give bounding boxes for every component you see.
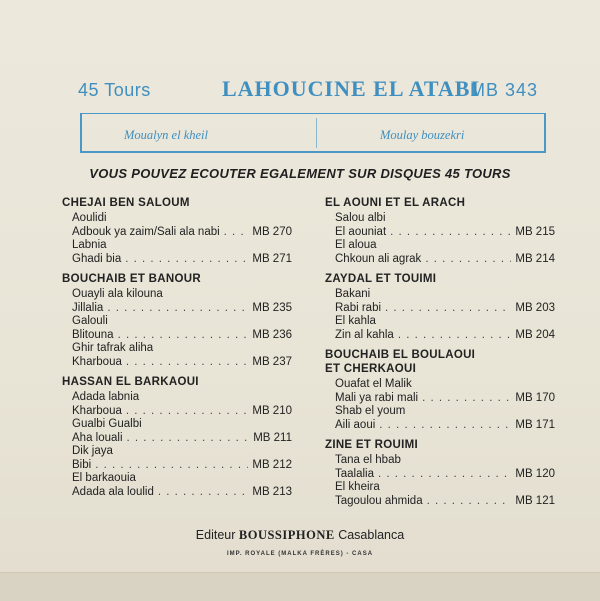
publisher-prefix: Editeur	[195, 528, 236, 542]
track-row	[62, 253, 292, 267]
track-catalog: MB 210	[252, 404, 292, 417]
track-row	[62, 329, 292, 343]
group-title: EL AOUNI ET EL ARACH	[325, 197, 466, 209]
publisher-city: Casablanca	[338, 528, 405, 542]
leader-dots	[378, 468, 511, 482]
track-row	[62, 239, 292, 253]
artist-group	[325, 272, 555, 342]
header	[0, 74, 600, 108]
track-title: Kharboua	[72, 355, 122, 368]
leader-dots	[427, 495, 512, 509]
track-catalog: MB 203	[515, 301, 555, 314]
track-title: Bakani	[335, 288, 371, 300]
track-row	[325, 239, 555, 253]
track-catalog: MB 120	[515, 467, 555, 480]
track-title: Aili aoui	[335, 418, 376, 431]
left-column	[62, 196, 292, 505]
track-title: El barkaouia	[72, 472, 136, 484]
leader-dots	[379, 419, 511, 433]
track-title: Galouli	[72, 315, 108, 327]
side-a-title: Moualyn el kheil	[124, 128, 208, 142]
leader-dots	[224, 226, 249, 240]
group-title: BOUCHAIB EL BOULAOUI ET CHERKAOUI	[325, 349, 476, 375]
banner-text: VOUS POUVEZ ECOUTER EGALEMENT SUR DISQUES 45 TOURS	[89, 166, 511, 181]
track-catalog: MB 236	[252, 328, 292, 341]
group-title: CHEJAI BEN SALOUM	[62, 197, 190, 209]
track-row	[325, 495, 555, 509]
track-row	[325, 253, 555, 267]
track-title: Ghadi bia	[72, 252, 122, 265]
track-row	[62, 356, 292, 370]
publisher-name: BOUSSIPHONE	[238, 528, 335, 542]
group-title: ZAYDAL ET TOUIMI	[325, 273, 437, 285]
track-row	[62, 486, 292, 500]
track-row	[62, 445, 292, 459]
track-title: Adbouk ya zaim/Sali ala nabi	[72, 225, 220, 238]
track-row	[62, 212, 292, 226]
track-row	[62, 315, 292, 329]
track-title: El kahla	[335, 315, 376, 327]
track-row	[325, 329, 555, 343]
track-row	[325, 405, 555, 419]
track-title: Rabi rabi	[335, 301, 382, 314]
track-catalog: MB 211	[253, 431, 292, 444]
track-row	[325, 454, 555, 468]
track-catalog: MB 215	[515, 225, 555, 238]
track-row	[62, 226, 292, 240]
track-catalog: MB 237	[252, 355, 292, 368]
catalog-number: MB 343	[470, 80, 539, 100]
track-title: Tana el hbab	[335, 454, 401, 466]
side-b-title: Moulay bouzekri	[380, 128, 465, 142]
track-catalog: MB 212	[252, 458, 292, 471]
track-title: Ghir tafrak aliha	[72, 342, 154, 354]
track-title: Adada ala loulid	[72, 485, 154, 498]
artist-name: LAHOUCINE EL ATABI	[222, 76, 481, 101]
leader-dots	[398, 329, 512, 343]
track-row	[62, 391, 292, 405]
format-label: 45 Tours	[78, 80, 151, 100]
track-catalog: MB 271	[252, 252, 292, 265]
track-catalog: MB 121	[515, 494, 555, 507]
sleeve-bottom-edge	[0, 572, 600, 601]
track-title: Labnia	[72, 239, 107, 251]
track-catalog: MB 214	[515, 252, 555, 265]
track-row	[62, 432, 292, 446]
track-row	[325, 288, 555, 302]
group-title: BOUCHAIB ET BANOUR	[62, 273, 201, 285]
track-row	[62, 302, 292, 316]
track-title: Ouafat el Malik	[335, 378, 412, 390]
track-title: Jillalia	[72, 301, 104, 314]
leader-dots	[425, 253, 511, 267]
artist-group	[325, 196, 555, 266]
track-catalog: MB 270	[252, 225, 292, 238]
track-row	[62, 342, 292, 356]
sides-divider	[316, 118, 317, 148]
track-title: Kharboua	[72, 404, 122, 417]
track-row	[325, 315, 555, 329]
track-row	[62, 288, 292, 302]
track-row	[325, 378, 555, 392]
track-title: El aouniat	[335, 225, 387, 238]
track-title: Mali ya rabi mali	[335, 391, 419, 404]
artist-group	[62, 196, 292, 266]
track-title: Taalalia	[335, 467, 374, 480]
artist-group	[62, 272, 292, 369]
track-catalog: MB 204	[515, 328, 555, 341]
track-title: Dik jaya	[72, 445, 113, 457]
track-title: Adada labnia	[72, 391, 140, 403]
publisher-line	[0, 528, 600, 543]
track-title: El aloua	[335, 239, 377, 251]
track-title: Chkoun ali agrak	[335, 252, 422, 265]
sides-box	[80, 113, 546, 153]
printer-imprint: IMP. ROYALE (MALKA FRÈRES) - CASA	[226, 551, 374, 557]
leader-dots	[158, 486, 249, 500]
track-catalog: MB 171	[515, 418, 555, 431]
track-title: Ouayli ala kilouna	[72, 288, 163, 300]
leader-dots	[125, 253, 248, 267]
leader-dots	[127, 432, 250, 446]
track-title: Zin al kahla	[335, 328, 394, 341]
track-title: Gualbi Gualbi	[72, 418, 142, 430]
track-title: Blitouna	[72, 328, 114, 341]
leader-dots	[95, 459, 248, 473]
track-catalog: MB 213	[252, 485, 292, 498]
leader-dots	[118, 329, 249, 343]
track-row	[325, 302, 555, 316]
track-row	[62, 405, 292, 419]
track-row	[325, 392, 555, 406]
artist-group	[62, 375, 292, 499]
track-title: Aha louali	[72, 431, 123, 444]
track-row	[325, 481, 555, 495]
leader-dots	[126, 356, 248, 370]
track-row	[325, 419, 555, 433]
track-title: Aoulidi	[72, 212, 107, 224]
leader-dots	[126, 405, 248, 419]
artist-group	[325, 438, 555, 508]
leader-dots	[385, 302, 511, 316]
right-column	[325, 196, 555, 514]
track-row	[62, 472, 292, 486]
leader-dots	[390, 226, 511, 240]
track-title: Bibi	[72, 458, 92, 471]
group-title: HASSAN EL BARKAOUI	[62, 376, 199, 388]
track-row	[325, 468, 555, 482]
artist-group	[325, 348, 555, 432]
track-catalog: MB 170	[515, 391, 555, 404]
leader-dots	[422, 392, 511, 406]
track-title: Salou albi	[335, 212, 386, 224]
track-row	[62, 459, 292, 473]
track-row	[325, 212, 555, 226]
track-title: El kheira	[335, 481, 380, 493]
group-title: ZINE ET ROUIMI	[325, 439, 419, 451]
track-row	[62, 418, 292, 432]
track-catalog: MB 235	[252, 301, 292, 314]
track-row	[325, 226, 555, 240]
leader-dots	[107, 302, 248, 316]
track-title: Tagoulou ahmida	[335, 494, 423, 507]
track-title: Shab el youm	[335, 405, 406, 417]
